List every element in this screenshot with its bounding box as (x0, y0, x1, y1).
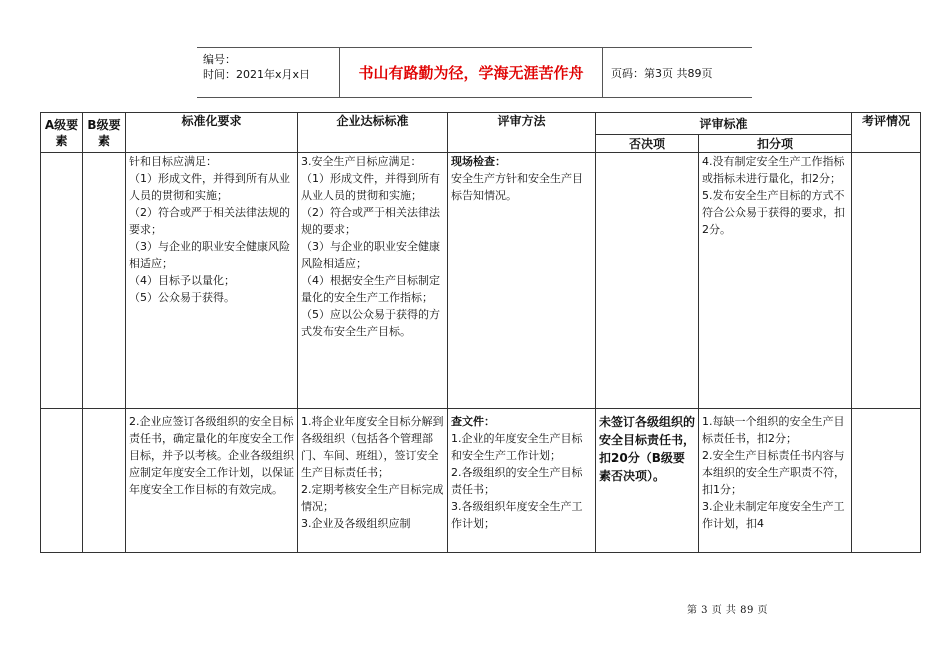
method-title: 现场检查： (451, 155, 506, 168)
number-label: 编号： (203, 53, 236, 66)
cell-a (41, 153, 83, 409)
time-label: 时间：2021年x月x日 (203, 68, 311, 81)
table-row (41, 409, 921, 553)
col-deduct-header: 扣分项 (699, 135, 852, 153)
motto: 书山有路勤为径，学海无涯苦作舟 (340, 48, 603, 97)
cell-standard: 2.企业应签订各级组织的安全目标责任书，确定量化的年度安全工作目标，并予以考核。企业各级组织应制定年度安全工作计划，以保证年度安全工作目标的有效完成。 (126, 409, 298, 553)
cell-enterprise: 1.将企业年度安全目标分解到各级组织（包括各个管理部门、车间、班组），签订安全生产目标责任书； 2.定期考核安全生产目标完成情况； 3.企业及各级组织应制 (298, 409, 448, 553)
cell-standard: 针和目标应满足： （1）形成文件，并得到所有从业人员的贯彻和实施； （2）符合或严于相关法律法规的要求； （3）与企业的职业安全健康风险相适应； （4）目标予以量化； （5）公众易于获得。 (126, 153, 298, 409)
table-row (41, 153, 921, 409)
col-method-header: 评审方法 (448, 113, 596, 153)
col-a-header: A级要素 (41, 113, 83, 153)
veto-text: 未签订各级组织的安全目标责任书，扣20分（B级要素否决项）。 (599, 415, 696, 483)
cell-enterprise: 3.安全生产目标应满足： （1）形成文件，并得到所有从业人员的贯彻和实施； （2）符合或严于相关法律法规的要求； （3）与企业的职业安全健康风险相适应； （4）根据安全生产目标制定量化的安全生产工作指标； （5）应以公众易于获得的方式发布安全生产目标。 (298, 153, 448, 409)
header-meta (197, 48, 340, 97)
col-eval-header: 考评情况 (852, 113, 921, 153)
cell-method: 现场检查： 安全生产方针和安全生产目标告知情况。 (448, 153, 596, 409)
cell-veto (596, 409, 699, 553)
page-header (197, 47, 752, 98)
col-standard-header: 标准化要求 (126, 113, 298, 153)
page-footer: 第 3 页 共 89 页 (687, 605, 768, 616)
col-enterprise-header: 企业达标标准 (298, 113, 448, 153)
col-b-header: B级要素 (83, 113, 126, 153)
cell-method: 查文件： 1.企业的年度安全生产目标和安全生产工作计划； 2.各级组织的安全生产目标责任书； 3.各级组织年度安全生产工作计划； (448, 409, 596, 553)
cell-eval (852, 153, 921, 409)
cell-veto (596, 153, 699, 409)
cell-eval (852, 409, 921, 553)
page-label: 页码：第3页 共89页 (611, 66, 713, 80)
col-veto-header: 否决项 (596, 135, 699, 153)
cell-a (41, 409, 83, 553)
cell-deduct: 1.每缺一个组织的安全生产目标责任书，扣2分； 2.安全生产目标责任书内容与本组织的安全生产职责不符，扣1分； 3.企业未制定年度安全生产工作计划，扣4 (699, 409, 852, 553)
col-criteria-header: 评审标准 (596, 113, 852, 135)
cell-b (83, 409, 126, 553)
evaluation-table (40, 112, 921, 553)
method-title: 查文件： (451, 415, 495, 428)
cell-deduct: 4.没有制定安全生产工作指标或指标未进行量化，扣2分； 5.发布安全生产目标的方式不符合公众易于获得的要求，扣2分。 (699, 153, 852, 409)
cell-b (83, 153, 126, 409)
